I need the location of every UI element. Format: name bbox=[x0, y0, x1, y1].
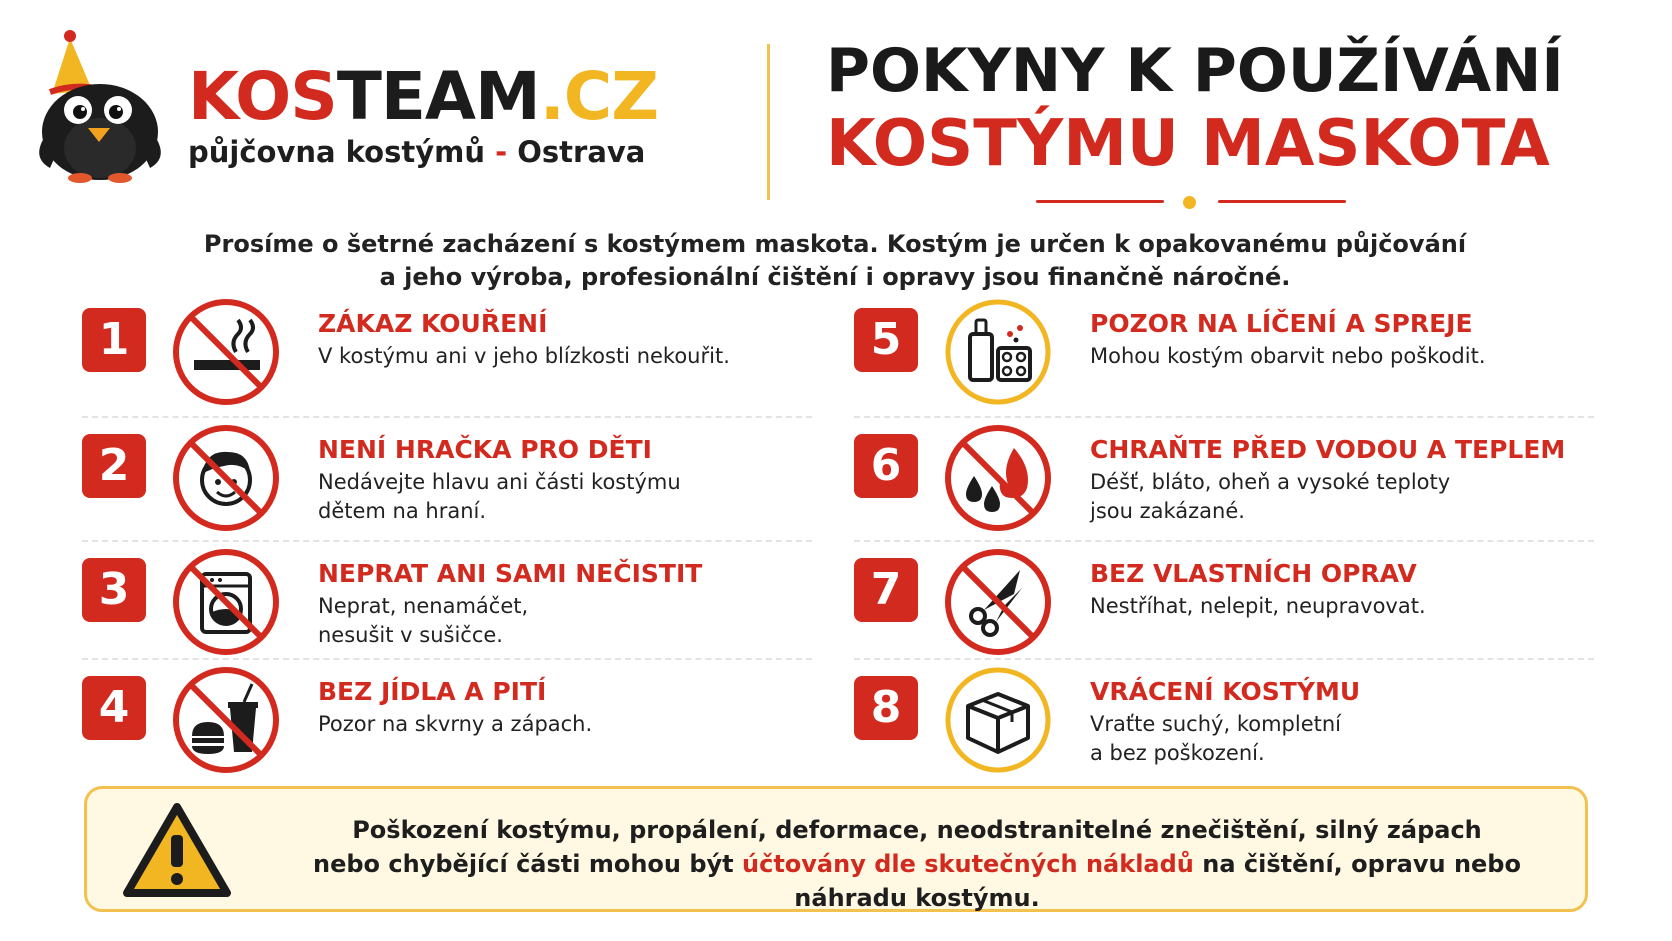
rule-number: 5 bbox=[854, 308, 918, 372]
divider bbox=[82, 416, 812, 418]
brand-subtitle-dash: - bbox=[495, 135, 508, 169]
rule-desc-line-2: nesušit v sušičce. bbox=[318, 623, 503, 647]
rule-number: 6 bbox=[854, 434, 918, 498]
mascot-penguin-logo bbox=[30, 28, 170, 188]
rule-8 bbox=[854, 666, 1594, 765]
intro-text bbox=[120, 228, 1550, 294]
rule-2 bbox=[82, 424, 812, 523]
rule-3 bbox=[82, 548, 812, 647]
rule-6 bbox=[854, 424, 1594, 523]
rule-desc: V kostýmu ani v jeho blízkosti nekouřit. bbox=[318, 344, 730, 368]
rule-desc-line-1: Vraťte suchý, kompletní bbox=[1090, 712, 1341, 736]
warning-line-2 bbox=[257, 847, 1577, 915]
brand-subtitle-text: půjčovna kostýmů bbox=[188, 135, 496, 169]
rule-desc-line-1: Déšť, bláto, oheň a vysoké teploty bbox=[1090, 470, 1451, 494]
rule-number: 4 bbox=[82, 676, 146, 740]
rule-desc bbox=[318, 468, 838, 526]
divider bbox=[854, 658, 1594, 660]
title-ornament bbox=[1036, 196, 1346, 210]
rule-title: CHRAŇTE PŘED VODOU A TEPLEM bbox=[1090, 435, 1566, 464]
rule-desc bbox=[1090, 468, 1610, 526]
divider bbox=[82, 658, 812, 660]
rule-number: 3 bbox=[82, 558, 146, 622]
brand-name-team: TEAM bbox=[336, 58, 540, 135]
brand-name bbox=[188, 60, 658, 134]
rule-title: NEPRAT ANI SAMI NEČISTIT bbox=[318, 559, 703, 588]
no-repairs-icon bbox=[944, 548, 1052, 656]
makeup-spray-icon bbox=[944, 298, 1052, 406]
rule-number: 8 bbox=[854, 676, 918, 740]
warning-text bbox=[257, 813, 1577, 915]
rule-1 bbox=[82, 298, 812, 374]
rule-desc: Pozor na skvrny a zápach. bbox=[318, 712, 593, 736]
warning-highlight: účtovány dle skutečných nákladů bbox=[742, 850, 1194, 878]
brand-name-cz: .CZ bbox=[539, 58, 659, 135]
header bbox=[0, 0, 1672, 220]
warning-line-1: Poškození kostýmu, propálení, deformace, neodstranitelné znečištění, silný zápach bbox=[352, 816, 1482, 844]
no-water-fire-icon bbox=[944, 424, 1052, 532]
rule-desc-line-1: Neprat, nenamáčet, bbox=[318, 594, 529, 618]
rule-title: VRÁCENÍ KOSTÝMU bbox=[1090, 677, 1361, 706]
warning-line-2-end: na čištění, opravu nebo náhradu kostýmu. bbox=[794, 850, 1521, 912]
divider bbox=[854, 540, 1594, 542]
rule-desc: Mohou kostým obarvit nebo poškodit. bbox=[1090, 344, 1486, 368]
rule-title: BEZ VLASTNÍCH OPRAV bbox=[1090, 559, 1417, 588]
warning-line-2-start: nebo chybějící části mohou být bbox=[313, 850, 743, 878]
rule-title: ZÁKAZ KOUŘENÍ bbox=[318, 309, 548, 338]
brand-name-kos: KOS bbox=[188, 58, 337, 135]
intro-line-1: Prosíme o šetrné zacházení s kostýmem maskota. Kostým je určen k opakovanému půjčování bbox=[203, 230, 1467, 258]
title-line-1: POKYNY K POUŽÍVÁNÍ bbox=[826, 36, 1564, 106]
rule-4 bbox=[82, 666, 812, 742]
divider bbox=[82, 540, 812, 542]
header-divider bbox=[767, 44, 770, 200]
rule-desc: Nestříhat, nelepit, neupravovat. bbox=[1090, 594, 1426, 618]
no-children-icon bbox=[172, 424, 280, 532]
brand-subtitle bbox=[188, 134, 658, 170]
rule-desc bbox=[318, 592, 838, 650]
page-title bbox=[826, 36, 1626, 182]
rule-title: BEZ JÍDLA A PITÍ bbox=[318, 677, 547, 706]
rule-7 bbox=[854, 548, 1594, 624]
rule-5 bbox=[854, 298, 1594, 374]
no-food-drink-icon bbox=[172, 666, 280, 774]
box-icon bbox=[944, 666, 1052, 774]
intro-line-2: a jeho výroba, profesionální čištění i opravy jsou finančně náročné. bbox=[379, 263, 1291, 291]
warning-box bbox=[84, 786, 1588, 912]
brand-subtitle-city: Ostrava bbox=[507, 135, 646, 169]
rule-number: 1 bbox=[82, 308, 146, 372]
no-smoking-icon bbox=[172, 298, 280, 406]
rule-desc-line-1: Nedávejte hlavu ani části kostýmu bbox=[318, 470, 681, 494]
rule-desc bbox=[1090, 710, 1610, 768]
rule-number: 7 bbox=[854, 558, 918, 622]
rule-desc-line-2: jsou zakázané. bbox=[1090, 499, 1245, 523]
no-washing-machine-icon bbox=[172, 548, 280, 656]
divider bbox=[854, 416, 1594, 418]
rule-title: POZOR NA LÍČENÍ A SPREJE bbox=[1090, 309, 1473, 338]
rule-desc-line-2: a bez poškození. bbox=[1090, 741, 1265, 765]
warning-triangle-icon bbox=[123, 801, 231, 901]
rule-number: 2 bbox=[82, 434, 146, 498]
title-line-2: KOSTÝMU MASKOTA bbox=[826, 107, 1550, 181]
rule-title: NENÍ HRAČKA PRO DĚTI bbox=[318, 435, 652, 464]
brand bbox=[188, 60, 658, 170]
rule-desc-line-2: dětem na hraní. bbox=[318, 499, 487, 523]
